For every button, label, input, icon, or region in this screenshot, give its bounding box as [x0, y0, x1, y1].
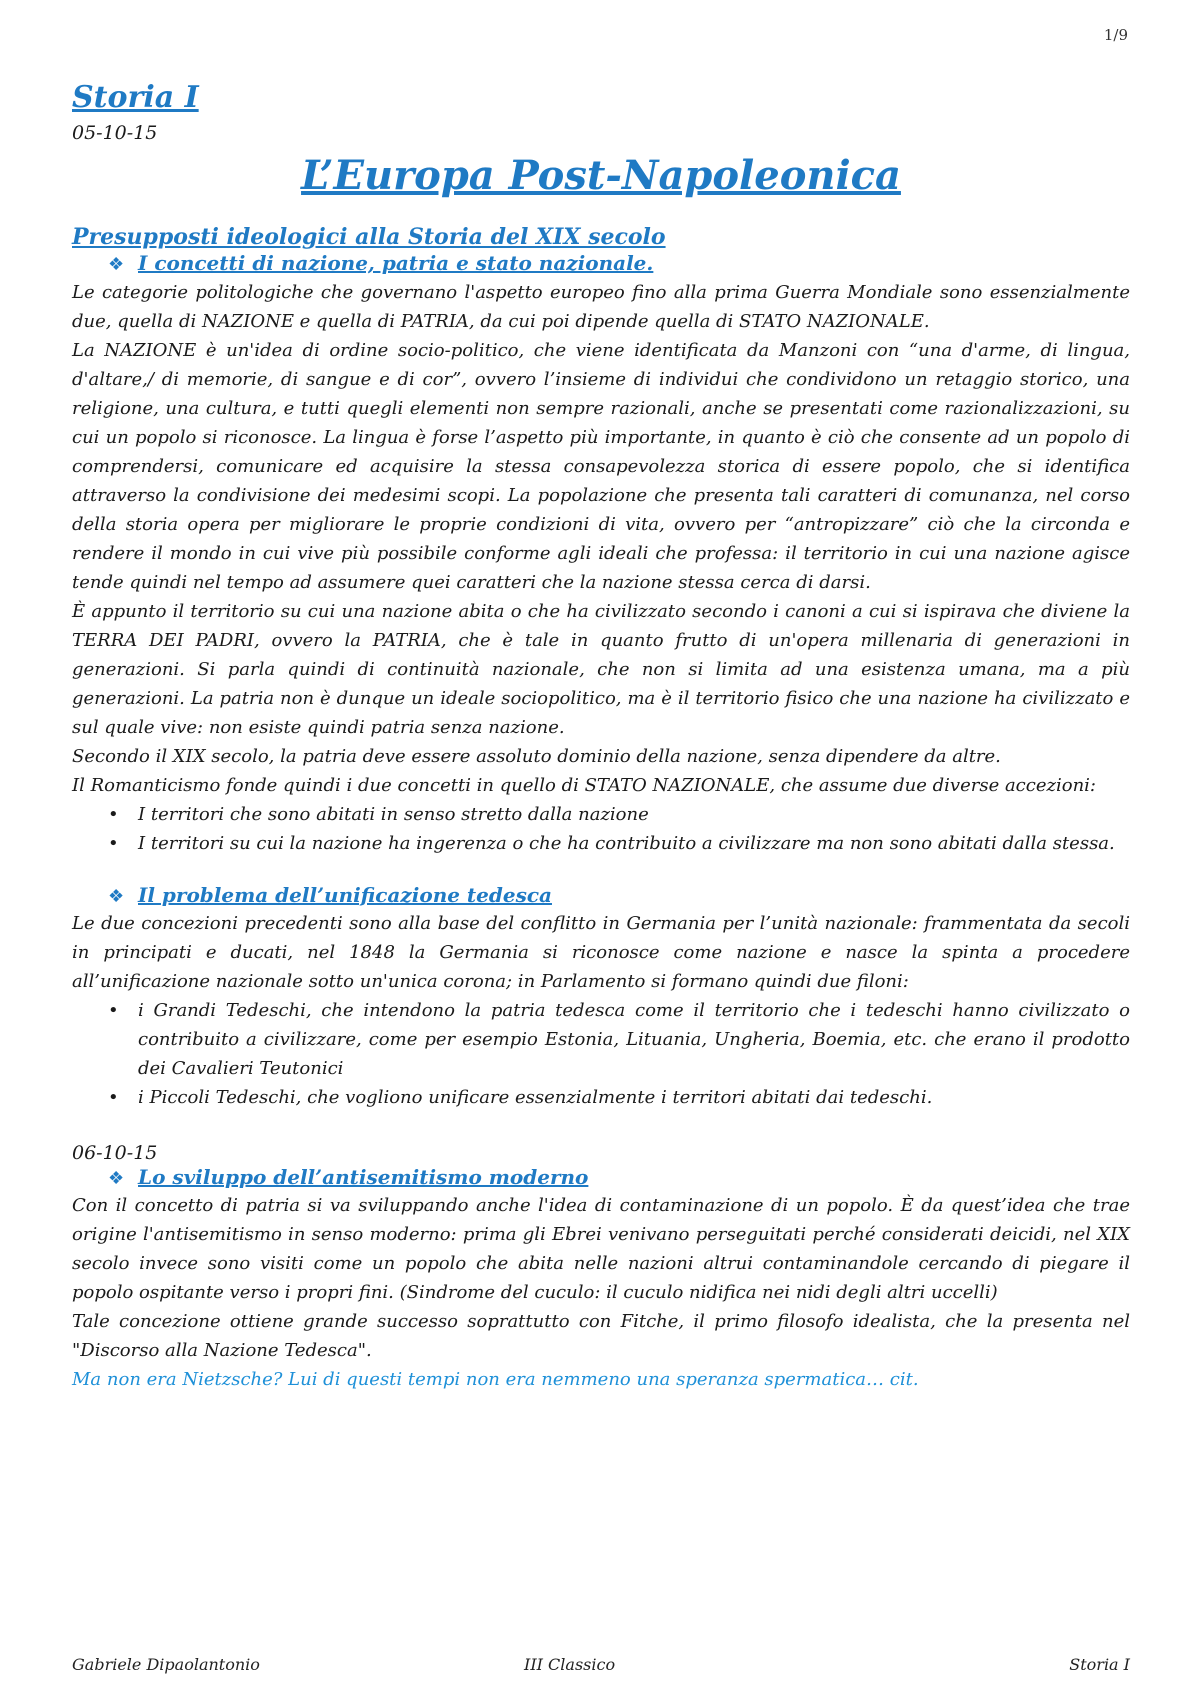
round-bullet-icon: • — [108, 1086, 119, 1108]
subheading-label: Il problema dell’unificazione tedesca — [138, 882, 552, 907]
footer-class: III Classico — [524, 1655, 616, 1674]
lesson-date: 05-10-15 — [72, 122, 158, 144]
list-item — [108, 996, 1130, 1083]
subheading-antisemitism — [108, 1164, 1130, 1191]
list-item-text: I territori che sono abitati in senso stretto dalla nazione — [138, 803, 649, 825]
lesson-date: 06-10-15 — [72, 1141, 158, 1164]
subheading-label: Lo sviluppo dell’antisemitismo moderno — [138, 1164, 589, 1189]
subheading-german-unification — [108, 882, 1130, 909]
quote-note: Ma non era Nietzsche? Lui di questi tempi non era nemmeno una speranza spermatica… cit. — [72, 1369, 919, 1391]
diamond-bullet-icon: ❖ — [108, 254, 125, 276]
page-number: 1/9 — [1103, 26, 1128, 44]
list-item — [108, 800, 1130, 829]
paragraph: Le due concezioni precedenti sono alla base del conflitto in Germania per l’unità nazionale: frammentata da secoli in principati e ducati, nel 1848 la Germania si riconosce come nazione e nasce la spinta a procedere all’unificazione nazionale sotto un'unica corona; in Parlamento si formano quindi due filoni: — [72, 912, 1130, 992]
list-item — [108, 1083, 1130, 1112]
diamond-bullet-icon: ❖ — [108, 885, 125, 907]
round-bullet-icon: • — [108, 999, 119, 1021]
subheading-concepts — [108, 250, 1130, 277]
paragraph: Tale concezione ottiene grande successo soprattutto con Fitche, il primo filosofo idealista, che la presenta nel "Discorso alla Nazione Tedesca". — [72, 1311, 1130, 1362]
footer-author: Gabriele Dipaolantonio — [72, 1655, 260, 1674]
section-title: Presupposti ideologici alla Storia del XIX secolo — [72, 224, 666, 250]
list-item-text: i Piccoli Tedeschi, che vogliono unificare essenzialmente i territori abitati dai tedeschi. — [138, 1086, 933, 1108]
paragraph: È appunto il territorio su cui una nazione abita o che ha civilizzato secondo i canoni a cui si ispirava che diviene la TERRA DEI PADRI, ovvero la PATRIA, che è tale in quanto frutto di un'opera millenaria di generazioni in generazioni. Si parla quindi di continuità nazionale, che non si limita ad una esistenza umana, ma a più generazioni. La patria non è dunque un ideale sociopolitico, ma è il territorio fisico che una nazione ha civilizzato e sul quale vive: non esiste quindi patria senza nazione. — [72, 600, 1130, 738]
list-item-text: i Grandi Tedeschi, che intendono la patria tedesca come il territorio che i tedeschi hanno civilizzato o contribuito a civilizzare, come per esempio Estonia, Lituania, Ungheria, Boemia, etc. che erano il prodotto dei Cavalieri Teutonici — [138, 999, 1130, 1079]
round-bullet-icon: • — [108, 832, 119, 854]
paragraph: Le categorie politologiche che governano l'aspetto europeo fino alla prima Guerra Mondiale sono essenzialmente due, quella di NAZIONE e quella di PATRIA, da cui poi dipende quella di STATO NAZIONALE. — [72, 281, 1130, 332]
bullet-list — [72, 800, 1130, 858]
subheading-label: I concetti di nazione, patria e stato nazionale. — [138, 251, 654, 276]
list-item-text: I territori su cui la nazione ha ingerenza o che ha contribuito a civilizzare ma non sono abitati dalla stessa. — [138, 832, 1115, 854]
paragraph: Con il concetto di patria si va sviluppando anche l'idea di contaminazione di un popolo. È da quest’idea che trae origine l'antisemitismo in senso moderno: prima gli Ebrei venivano perseguitati perché considerati deicidi, nel XIX secolo invece sono visiti come un popolo che abita nelle nazioni altrui contaminandole cercando di piegare il popolo ospitante verso i propri fini. (Sindrome del cuculo: il cuculo nidifica nei nidi degli altri uccelli) — [72, 1195, 1130, 1304]
list-item — [108, 829, 1130, 858]
diamond-bullet-icon: ❖ — [108, 1167, 125, 1189]
paragraph: Il Romanticismo fonde quindi i due concetti in quello di STATO NAZIONALE, che assume due diverse accezioni: — [72, 774, 1096, 796]
document-body — [72, 80, 1130, 1394]
paragraph: Secondo il XIX secolo, la patria deve essere assoluto dominio della nazione, senza dipendere da altre. — [72, 745, 1001, 767]
round-bullet-icon: • — [108, 803, 119, 825]
page-title: L’Europa Post-Napoleonica — [301, 152, 901, 199]
bullet-list — [72, 996, 1130, 1112]
course-title: Storia I — [72, 80, 199, 115]
paragraph: La NAZIONE è un'idea di ordine socio-politico, che viene identificata da Manzoni con “una d'arme, di lingua, d'altare,/ di memorie, di sangue e di cor”, ovvero l’insieme di individui che condividono un retaggio storico, una religione, una cultura, e tutti quegli elementi non sempre razionali, anche se presentati come razionalizzazioni, su cui un popolo si riconosce. La lingua è forse l’aspetto più importante, in quanto è ciò che consente ad un popolo di comprendersi, comunicare ed acquisire la stessa consapevolezza storica di essere popolo, che si identifica attraverso la condivisione dei medesimi scopi. La popolazione che presenta tali caratteri di comunanza, nel corso della storia opera per migliorare le proprie condizioni di vita, ovvero per “antropizzare” ciò che la circonda e rendere il mondo in cui vive più possibile conforme agli ideali che professa: il territorio in cui una nazione agisce tende quindi nel tempo ad assumere quei caratteri che la nazione stessa cerca di darsi. — [72, 339, 1130, 593]
footer-subject: Storia I — [1069, 1655, 1130, 1674]
